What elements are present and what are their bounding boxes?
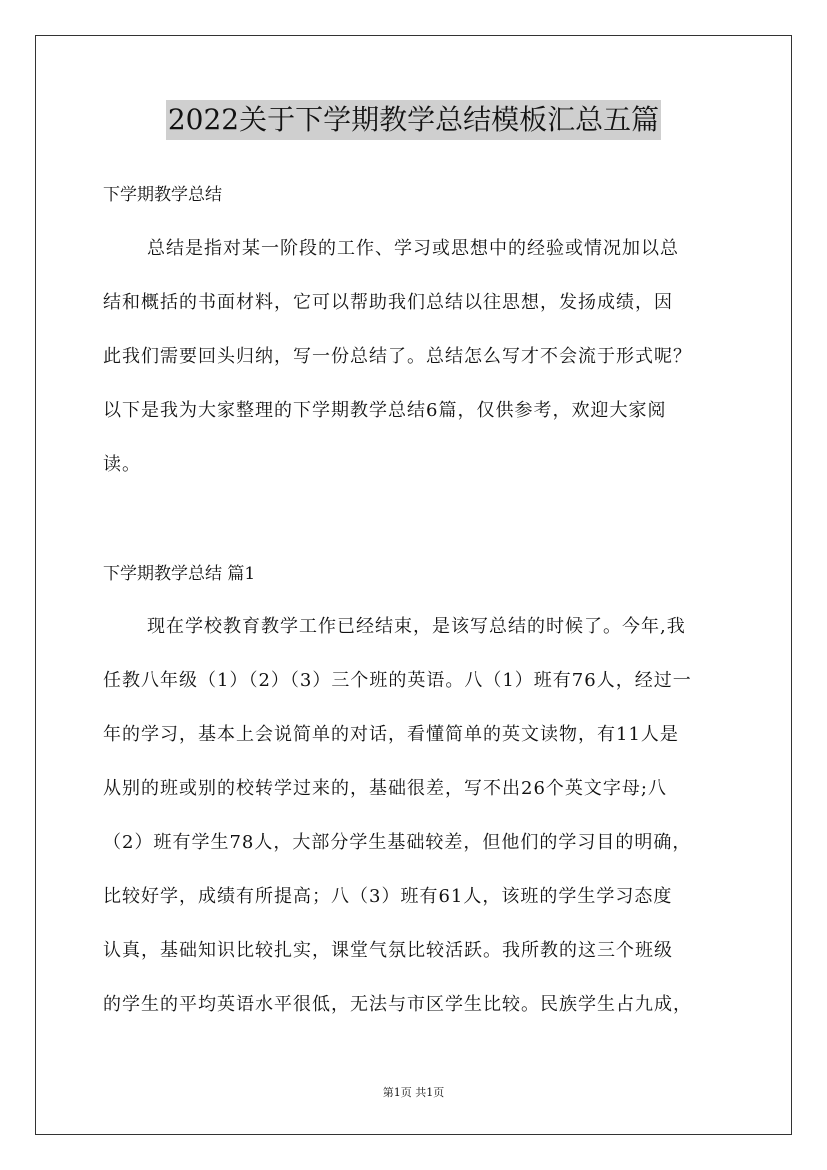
section-heading: 下学期教学总结 [103, 185, 222, 205]
article-line: 年的学习，基本上会说简单的对话，看懂简单的英文读物，有11人是 [103, 724, 679, 745]
title-container [0, 100, 827, 140]
intro-line: 读。 [103, 454, 141, 475]
page-footer: 第1页 共1页 [382, 1086, 445, 1099]
intro-paragraph [103, 222, 725, 492]
intro-line: 此我们需要回头归纳，写一份总结了。总结怎么写才不会流于形式呢？ [103, 346, 692, 367]
article-paragraph [103, 600, 725, 1032]
article-line: 比较好学，成绩有所提高；八（3）班有61人，该班的学生学习态度 [103, 886, 673, 907]
article-line: 的学生的平均英语水平很低，无法与市区学生比较。民族学生占九成， [103, 994, 692, 1015]
document-title: 2022关于下学期教学总结模板汇总五篇 [166, 100, 661, 140]
article-line: 认真，基础知识比较扎实，课堂气氛比较活跃。我所教的这三个班级 [103, 940, 673, 961]
article-line: 现在学校教育教学工作已经结束，是该写总结的时候了。今年,我 [147, 616, 686, 637]
intro-line: 总结是指对某一阶段的工作、学习或思想中的经验或情况加以总 [147, 238, 679, 259]
article-line: 任教八年级（1）（2）（3）三个班的英语。八（1）班有76人，经过一 [103, 670, 692, 691]
intro-line: 结和概括的书面材料，它可以帮助我们总结以往思想，发扬成绩，因 [103, 292, 673, 313]
intro-line: 以下是我为大家整理的下学期教学总结6篇，仅供参考，欢迎大家阅 [103, 400, 667, 421]
article-line: （2）班有学生78人，大部分学生基础较差，但他们的学习目的明确， [103, 832, 692, 853]
article-line: 从别的班或别的校转学过来的，基础很差，写不出26个英文字母;八 [103, 778, 667, 799]
article-heading: 下学期教学总结 篇1 [103, 564, 256, 584]
